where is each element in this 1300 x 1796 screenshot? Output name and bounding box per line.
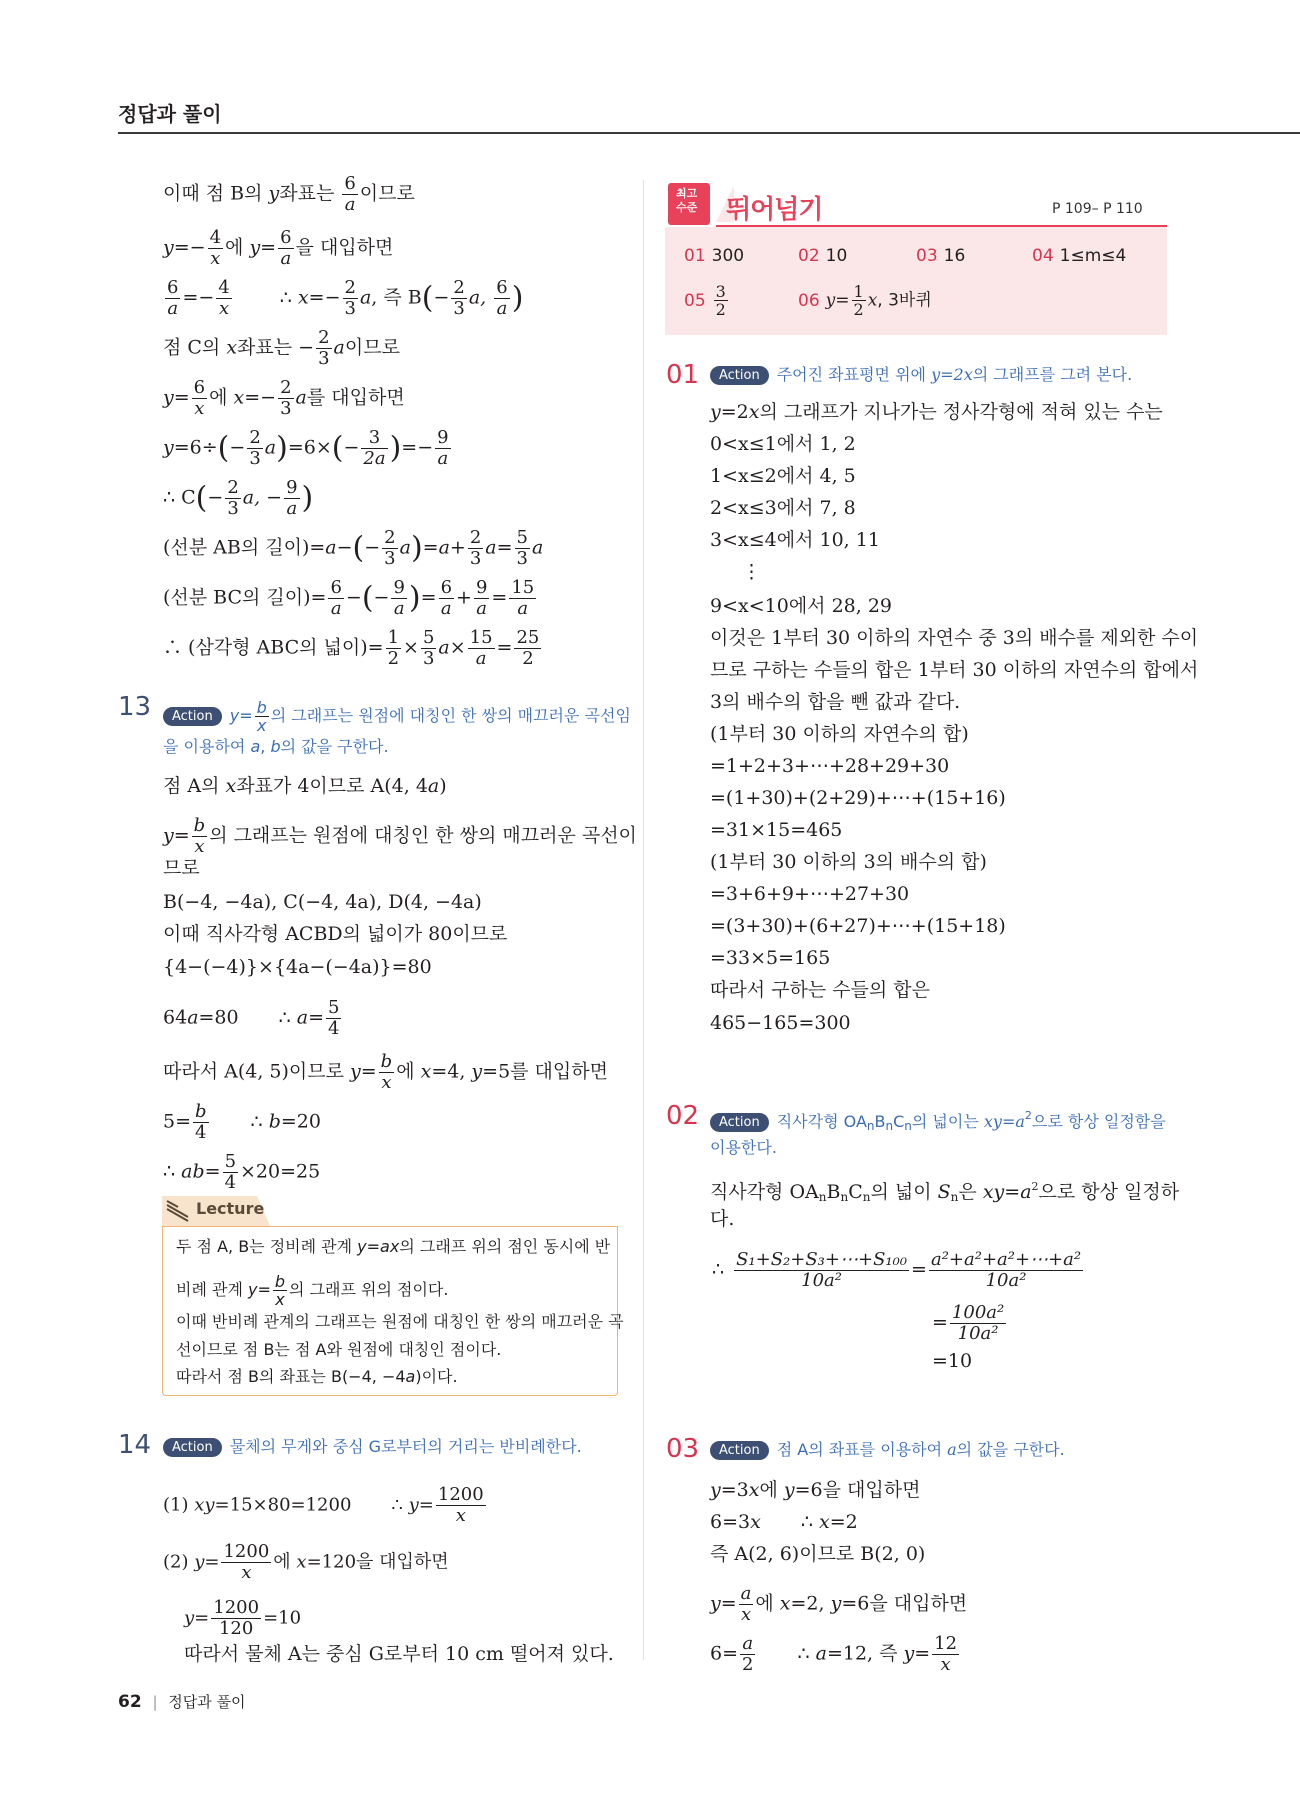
line: 므로 (163, 857, 200, 879)
line: 다. (710, 1208, 735, 1230)
line: ∴ (삼각형 ABC의 넓이)= $\frac{1}{2}$ × $\frac{5}{3}$ a× $\frac{15}{a}$ = $\frac{25}{2}$ (163, 627, 540, 669)
line: =1+2+3+⋯+28+29+30 (710, 755, 950, 777)
line: (2) y= $\frac{1200}{x}$ 에 x=120을 대입하면 (163, 1541, 449, 1583)
line: 따라서 A(4, 5)이므로 y= $\frac{b}{x}$ 에 x=4, y=5를 대입하면 (163, 1051, 608, 1093)
line: y=6÷(− $\frac{2}{3}$ a)=6×(− $\frac{3}{2a}$ )=− $\frac{9}{a}$ (163, 427, 449, 469)
footer-label: 정답과 풀이 (168, 1693, 246, 1711)
lecture-line: 비례 관계 y= $\frac{b}{x}$ 의 그래프 위의 점이다. (176, 1272, 449, 1309)
line: 6= $\frac{a}{2}$ ∴ a=12, 즉 y= $\frac{12}{x}$ (710, 1633, 958, 1675)
action-hint-cont: 이용한다. (710, 1138, 777, 1157)
lecture-line: 따라서 점 B의 좌표는 B(−4, −4a)이다. (176, 1367, 458, 1386)
line: y= $\frac{1200}{120}$ =10 (184, 1597, 302, 1639)
line: 64a=80 ∴ a= $\frac{5}{4}$ (163, 997, 340, 1039)
line: $\frac{6}{a}$ =− $\frac{4}{x}$ ∴ x=− $\frac{2}{3}$ a, 즉 B(− $\frac{2}{3}$ a, $\frac{6}{a}$ ) (167, 277, 524, 319)
answer-03: 03 16 (916, 246, 966, 266)
problem-number: 02 (666, 1101, 700, 1131)
problem-number: 13 (118, 692, 152, 722)
action-badge: Action (710, 1113, 769, 1132)
line: 3의 배수의 합을 뺀 값과 같다. (710, 691, 961, 713)
line: =3+6+9+⋯+27+30 (710, 883, 910, 905)
answer-06: 06 y= $\frac{1}{2}$ x, 3바퀴 (798, 282, 932, 319)
page-reference: P 109– P 110 (1052, 201, 1143, 217)
line: (선분 BC의 길이)= $\frac{6}{a}$ −(− $\frac{9}{a}$ )= $\frac{6}{a}$ + $\frac{9}{a}$ = $\frac{15}{a}$ (163, 577, 535, 619)
action-hint: Action 직사각형 $OA_nB_nC_n$의 넓이는 $xy=a^2$으로 항상 일정함을 (710, 1105, 1166, 1137)
line: 점 C의 x좌표는 − $\frac{2}{3}$ a이므로 (163, 327, 400, 369)
pencil-icon (164, 1198, 192, 1222)
line: (1부터 30 이하의 자연수의 합) (710, 723, 969, 745)
line: 2<x≤3에서 7, 8 (710, 497, 856, 519)
header-rule (118, 132, 1300, 134)
answer-box (665, 227, 1167, 335)
line: =31×15=465 (710, 819, 843, 841)
line: =10 (932, 1350, 973, 1372)
problem-number: 01 (666, 360, 700, 390)
answer-02: 02 10 (798, 246, 848, 266)
line: 직사각형 $OA_nB_nC_n$의 넓이 $S_n$은 $xy=a^2$으로 항상 일정하 (710, 1180, 1180, 1204)
lecture-label: Lecture (196, 1199, 265, 1218)
action-hint: Action 주어진 좌표평면 위에 y=2x의 그래프를 그려 본다. (710, 364, 1132, 386)
line: B(−4, −4a), C(−4, 4a), D(4, −4a) (163, 891, 482, 913)
lecture-line: 두 점 A, B는 정비례 관계 y=ax의 그래프 위의 점인 동시에 반 (176, 1237, 611, 1256)
line: 즉 A(2, 6)이므로 B(2, 0) (710, 1543, 926, 1565)
action-hint: Action 점 A의 좌표를 이용하여 a의 값을 구한다. (710, 1439, 1065, 1461)
problem-number: 14 (118, 1430, 152, 1460)
line: 0<x≤1에서 1, 2 (710, 433, 856, 455)
line: 따라서 물체 A는 중심 G로부터 10 cm 떨어져 있다. (184, 1643, 614, 1665)
action-hint: Action y= $\frac{b}{x}$ 의 그래프는 원점에 대칭인 한 쌍의 매끄러운 곡선임 (163, 699, 631, 734)
lecture-line: 선이므로 점 B는 점 A와 원점에 대칭인 점이다. (176, 1340, 502, 1359)
answer-01: 01 300 (684, 246, 745, 266)
line: 따라서 구하는 수들의 합은 (710, 979, 931, 1001)
line: 이것은 1부터 30 이하의 자연수 중 3의 배수를 제외한 수이 (710, 627, 1199, 649)
line: ∴ $\frac{\text{S₁+S₂+S₃+⋯+S₁₀₀}}{\text{10a²}}$ = $\frac{\text{a²+a²+a²+⋯+a²}}{\text{10a²}}$ (712, 1249, 1082, 1291)
line: 5= $\frac{b}{4}$ ∴ b=20 (163, 1101, 321, 1143)
action-badge: Action (710, 366, 769, 385)
page-footer: 62 | 정답과 풀이 (118, 1692, 246, 1712)
line: = $\frac{\text{100a²}}{\text{10a²}}$ (932, 1302, 1005, 1344)
line: (1부터 30 이하의 3의 배수의 합) (710, 851, 987, 873)
line: ∴ ab= $\frac{5}{4}$ ×20=25 (163, 1151, 321, 1193)
line: 9<x<10에서 28, 29 (710, 595, 893, 617)
line: =(1+30)+(2+29)+⋯+(15+16) (710, 787, 1006, 809)
line: =(3+30)+(6+27)+⋯+(15+18) (710, 915, 1006, 937)
answer-04: 04 1≤m≤4 (1032, 246, 1127, 266)
line: y= $\frac{a}{x}$ 에 x=2, y=6을 대입하면 (710, 1583, 968, 1625)
line: y=3x에 y=6을 대입하면 (710, 1479, 921, 1501)
line: 3<x≤4에서 10, 11 (710, 529, 880, 551)
page-number: 62 (118, 1692, 142, 1712)
line: 점 A의 x좌표가 4이므로 A(4, 4a) (163, 775, 447, 797)
answer-05: 05 $\frac{3}{2}$ (684, 282, 726, 319)
action-hint: Action 물체의 무게와 중심 G로부터의 거리는 반비례한다. (163, 1436, 582, 1458)
page-header-title: 정답과 풀이 (118, 102, 222, 126)
lecture-line: 이때 반비례 관계의 그래프는 원점에 대칭인 한 쌍의 매끄러운 곡 (176, 1312, 624, 1331)
column-divider (643, 180, 644, 1660)
line: (선분 AB의 길이)=a−(− $\frac{2}{3}$ a)=a+ $\frac{2}{3}$ a= $\frac{5}{3}$ a (163, 527, 544, 569)
line: ⋮ (742, 561, 761, 583)
line: y=− $\frac{4}{x}$ 에 y= $\frac{6}{a}$ 을 대입하면 (163, 227, 394, 269)
line: y= $\frac{6}{x}$ 에 x=− $\frac{2}{3}$ a를 대입하면 (163, 377, 405, 419)
action-hint-cont: 을 이용하여 a, b의 값을 구한다. (163, 737, 389, 756)
line: y= $\frac{b}{x}$ 의 그래프는 원점에 대칭인 한 쌍의 매끄러운 곡선이 (163, 815, 637, 857)
line: =33×5=165 (710, 947, 831, 969)
action-badge: Action (163, 1438, 222, 1457)
line: {4−(−4)}×{4a−(−4a)}=80 (163, 956, 432, 978)
level-tag-text: 최고 수준 (676, 187, 698, 214)
line: 므로 구하는 수들의 합은 1부터 30 이하의 자연수의 합에서 (710, 659, 1199, 681)
action-badge: Action (710, 1441, 769, 1460)
line: 이때 점 B의 y좌표는 $\frac{6}{a}$ 이므로 (163, 173, 415, 215)
line: 이때 직사각형 ACBD의 넓이가 80이므로 (163, 923, 508, 945)
line: ∴ C(− $\frac{2}{3}$ a, − $\frac{9}{a}$ ) (163, 477, 314, 519)
line: 465−165=300 (710, 1012, 851, 1034)
section-title-text: 뛰어넘기 (726, 195, 823, 225)
line: 1<x≤2에서 4, 5 (710, 465, 856, 487)
line: 6=3x ∴ x=2 (710, 1511, 858, 1533)
action-badge: Action (163, 707, 222, 726)
problem-number: 03 (666, 1434, 700, 1464)
line: y=2x의 그래프가 지나가는 정사각형에 적혀 있는 수는 (710, 401, 1163, 423)
line: (1) xy=15×80=1200 ∴ y= $\frac{1200}{x}$ (163, 1484, 484, 1526)
